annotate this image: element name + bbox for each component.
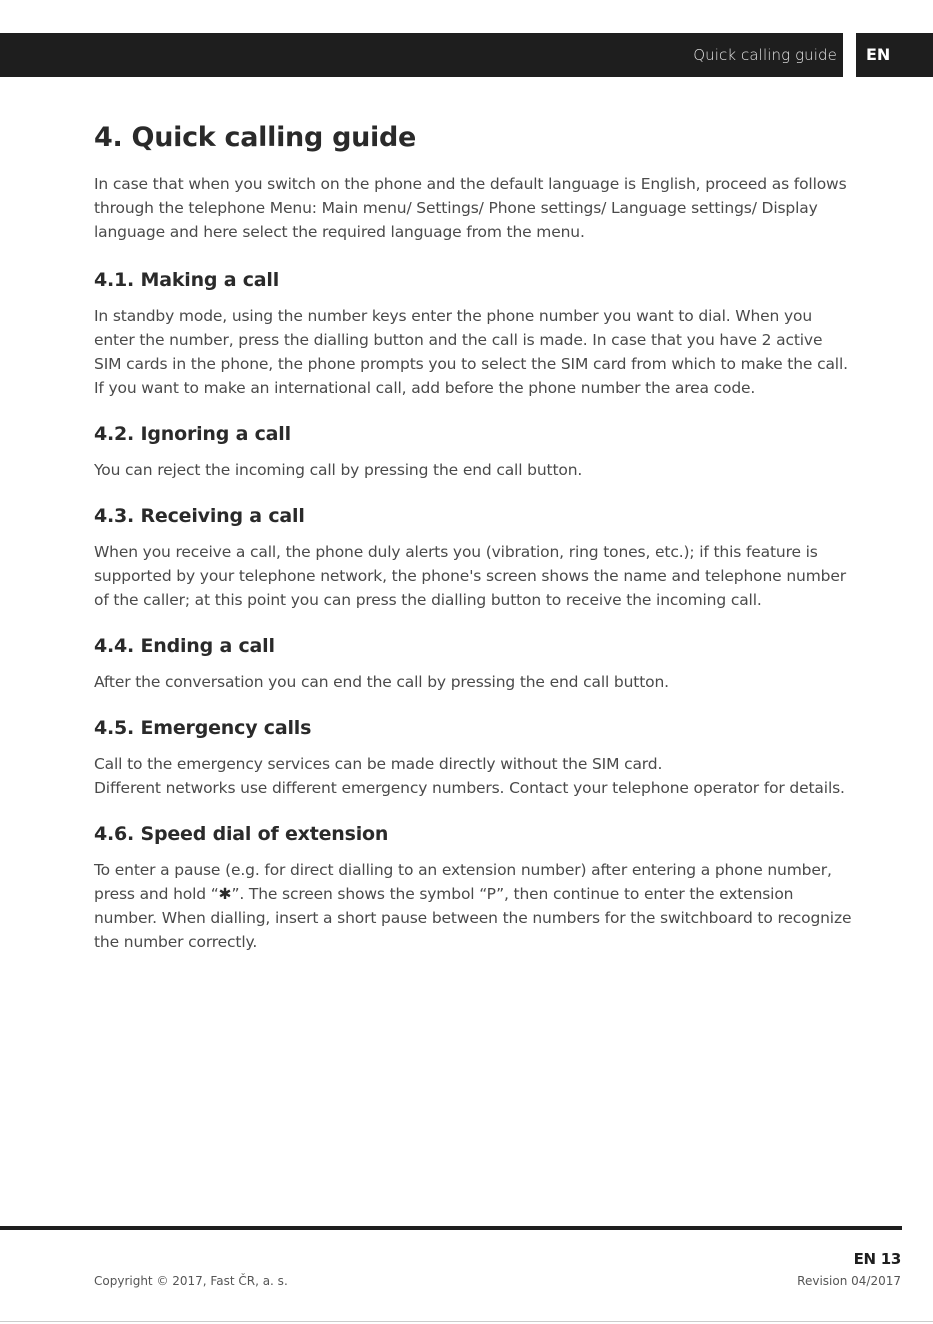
body-text-after: ”. The screen shows the symbol “P”, then continue to enter the extension number. When dialling, insert a short pause between the numbers for the switchboard to recognize the number correctly. bbox=[94, 885, 852, 951]
header-bar bbox=[0, 33, 843, 77]
section-body: You can reject the incoming call by pressing the end call button. bbox=[94, 461, 583, 479]
section-emergency-calls bbox=[94, 714, 854, 800]
section-body: In standby mode, using the number keys enter the phone number you want to dial. When you enter the number, press the dialling button and the call is made. In case that you have 2 active SIM cards in the phone, the phone prompts you to select the SIM card from which to make the call. If you want to make an international call, add before the phone number the area code. bbox=[94, 307, 848, 397]
section-heading: 4.2. Ignoring a call bbox=[94, 423, 291, 445]
copyright-text: Copyright © 2017, Fast ČR, a. s. bbox=[94, 1274, 288, 1288]
section-heading: 4.1. Making a call bbox=[94, 269, 280, 291]
page-edge-line bbox=[0, 1321, 933, 1322]
section-ignoring-a-call bbox=[94, 420, 854, 482]
section-body bbox=[94, 858, 854, 954]
body-text-before: To enter a pause (e.g. for direct dialling to an extension number) after entering a phone number, press and hold “ bbox=[94, 861, 832, 903]
section-heading: 4.5. Emergency calls bbox=[94, 717, 312, 739]
section-receiving-a-call bbox=[94, 502, 854, 612]
section-ending-a-call bbox=[94, 632, 854, 694]
section-body: When you receive a call, the phone duly alerts you (vibration, ring tones, etc.); if this feature is supported by your telephone network, the phone's screen shows the name and telephone number of the caller; at this point you can press the dialling button to receive the incoming call. bbox=[94, 543, 846, 609]
section-body: After the conversation you can end the call by pressing the end call button. bbox=[94, 673, 669, 691]
page-number: EN 13 bbox=[853, 1250, 901, 1268]
revision-text: Revision 04/2017 bbox=[797, 1274, 901, 1288]
intro-paragraph: In case that when you switch on the phone and the default language is English, proceed as follows through the telephone Menu: Main menu/ Settings/ Phone settings/ Language settings/ Display language and here select the required language from the menu. bbox=[94, 175, 847, 241]
section-body-second: Different networks use different emergency numbers. Contact your telephone operator for details. bbox=[94, 779, 845, 797]
header-title: Quick calling guide bbox=[693, 46, 837, 64]
page-content bbox=[94, 118, 854, 974]
section-speed-dial bbox=[94, 820, 854, 954]
section-heading: 4.3. Receiving a call bbox=[94, 505, 305, 527]
star-key-icon: ✱ bbox=[218, 885, 232, 903]
section-making-a-call bbox=[94, 266, 854, 400]
footer-divider bbox=[0, 1226, 902, 1230]
section-heading: 4.6. Speed dial of extension bbox=[94, 823, 389, 845]
page-title: 4. Quick calling guide bbox=[94, 122, 417, 153]
section-heading: 4.4. Ending a call bbox=[94, 635, 275, 657]
language-tab: EN bbox=[856, 33, 933, 77]
section-body: Call to the emergency services can be made directly without the SIM card. bbox=[94, 755, 663, 773]
